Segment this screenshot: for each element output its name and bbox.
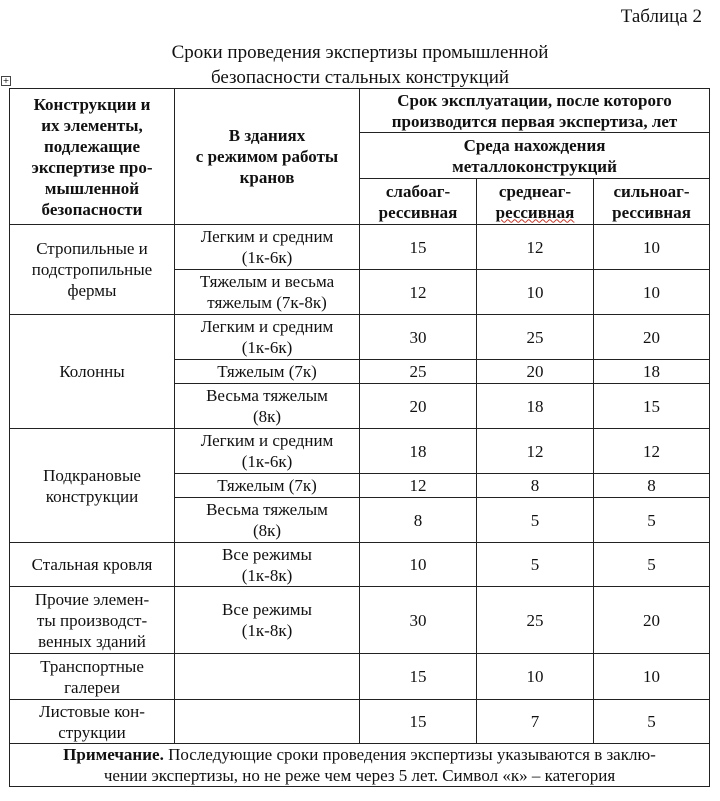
note-row: [10, 744, 710, 787]
header-construction-line: экспертизе про-: [31, 157, 153, 177]
env-line: рессивная: [612, 202, 691, 222]
table-row: [10, 543, 710, 587]
crane-mode-line: Легким и средним: [200, 317, 334, 336]
value-weak-cell: 8: [360, 498, 477, 543]
value-weak-cell: 15: [360, 654, 477, 700]
header-service-life: [360, 89, 710, 133]
table-row: [10, 700, 710, 744]
env-line: сильноаг-: [613, 181, 690, 201]
crane-mode-line: (1к-8к): [241, 621, 293, 640]
crane-mode-cell: [175, 498, 360, 543]
construction-element-line: струкции: [58, 722, 126, 742]
crane-mode-line: (1к-6к): [241, 452, 293, 471]
crane-mode-line: Легким и средним: [200, 431, 334, 450]
crane-mode-line: (1к-8к): [241, 565, 293, 585]
construction-element-line: венных зданий: [38, 631, 146, 651]
value-strong-cell: 12: [594, 429, 710, 474]
construction-element-cell: [10, 429, 175, 543]
value-weak-cell: 12: [360, 474, 477, 498]
value-strong-cell: 10: [594, 225, 710, 270]
value-weak-cell: 25: [360, 360, 477, 384]
crane-mode-line: Тяжелым (7к): [217, 362, 317, 381]
value-strong-cell: 10: [594, 654, 710, 700]
crane-mode-cell: [175, 587, 360, 654]
header-construction-line: Конструкции и: [33, 94, 151, 114]
header-construction-line: мышленной: [44, 178, 140, 198]
value-strong-cell: 20: [594, 587, 710, 654]
header-env-strong: [594, 179, 710, 225]
value-medium-cell: 20: [477, 360, 594, 384]
header-service-life-line: Срок эксплуатации, после которого: [397, 90, 672, 110]
crane-mode-cell: [175, 543, 360, 587]
env-line: рессивная: [378, 202, 458, 222]
construction-element-line: Листовые кон-: [39, 701, 145, 721]
value-weak-cell: 20: [360, 384, 477, 429]
value-weak-cell: 10: [360, 543, 477, 587]
header-crane-mode-line: с режимом работы: [195, 147, 339, 166]
header-construction-line: безопасности: [41, 199, 143, 219]
construction-element-cell: [10, 654, 175, 700]
value-medium-cell: 5: [477, 498, 594, 543]
crane-mode-cell: [175, 384, 360, 429]
note-line-1: [13, 744, 706, 765]
note-cell: [10, 744, 710, 787]
header-crane-mode-line: В зданиях: [228, 126, 306, 145]
table-row: [10, 654, 710, 700]
table-row: [10, 587, 710, 654]
value-weak-cell: 12: [360, 270, 477, 315]
caption-line-1: Сроки проведения экспертизы промышленной: [171, 42, 549, 63]
crane-mode-line: Тяжелым и весьма: [199, 272, 335, 291]
crane-mode-cell: [175, 315, 360, 360]
crane-mode-cell: [175, 654, 360, 700]
construction-element-cell: [10, 543, 175, 587]
crane-mode-cell: [175, 474, 360, 498]
value-medium-cell: 7: [477, 700, 594, 744]
env-line: слабоаг-: [385, 181, 451, 201]
crane-mode-cell: [175, 360, 360, 384]
table-row: [10, 225, 710, 270]
crane-mode-cell: [175, 429, 360, 474]
header-environment: [360, 133, 710, 179]
construction-element-line: Колонны: [59, 362, 125, 381]
construction-element-cell: [10, 315, 175, 429]
construction-element-line: Стальная кровля: [31, 555, 153, 574]
header-crane-mode-line: кранов: [239, 168, 295, 187]
header-env-medium: [477, 179, 594, 225]
construction-element-line: Прочие элемен-: [34, 589, 150, 609]
value-medium-cell: 18: [477, 384, 594, 429]
inspection-terms-table: [9, 88, 710, 787]
move-handle-icon[interactable]: +: [2, 76, 10, 85]
value-medium-cell: 25: [477, 587, 594, 654]
value-strong-cell: 5: [594, 498, 710, 543]
construction-element-line: Транспортные: [40, 656, 144, 676]
table-caption: [0, 40, 720, 90]
value-medium-cell: 12: [477, 429, 594, 474]
crane-mode-line: (8к): [252, 407, 282, 426]
construction-element-cell: [10, 225, 175, 315]
value-strong-cell: 20: [594, 315, 710, 360]
construction-element-line: фермы: [67, 281, 117, 300]
construction-element-line: Стропильные и: [36, 239, 148, 258]
note-lead: Примечание.: [63, 745, 164, 764]
crane-mode-line: Легким и средним: [200, 227, 334, 246]
construction-element-cell: [10, 587, 175, 654]
value-strong-cell: 15: [594, 384, 710, 429]
value-strong-cell: 5: [594, 543, 710, 587]
crane-mode-line: Весьма тяжелым: [206, 500, 328, 519]
construction-element-cell: [10, 700, 175, 744]
value-medium-cell: 12: [477, 225, 594, 270]
value-weak-cell: 18: [360, 429, 477, 474]
env-line: рессивная: [495, 202, 575, 222]
crane-mode-line: (8к): [252, 521, 282, 540]
value-strong-cell: 8: [594, 474, 710, 498]
caption-line-2: безопасности стальных конструкций: [210, 67, 510, 88]
value-strong-cell: 18: [594, 360, 710, 384]
header-environment-line: Среда нахождения: [463, 135, 606, 155]
crane-mode-line: Тяжелым (7к): [217, 476, 317, 495]
table-row: [10, 315, 710, 360]
value-strong-cell: 5: [594, 700, 710, 744]
crane-mode-line: Все режимы: [222, 544, 312, 564]
value-medium-cell: 8: [477, 474, 594, 498]
header-service-life-line: производится первая экспертиза, лет: [391, 111, 678, 131]
value-medium-cell: 10: [477, 270, 594, 315]
construction-element-line: галереи: [64, 677, 120, 697]
construction-element-line: конструкции: [45, 486, 139, 506]
value-medium-cell: 10: [477, 654, 594, 700]
construction-element-line: Подкрановые: [43, 465, 141, 485]
note-text: Последующие сроки проведения экспертизы указываются в заклю-: [163, 745, 656, 764]
table-row: [10, 429, 710, 474]
crane-mode-line: Весьма тяжелым: [206, 386, 328, 405]
table-number: Таблица 2: [620, 6, 702, 27]
value-weak-cell: 15: [360, 225, 477, 270]
value-medium-cell: 5: [477, 543, 594, 587]
header-construction-line: подлежащие: [43, 136, 140, 156]
crane-mode-line: Все режимы: [222, 600, 312, 619]
header-construction-line: их элементы,: [41, 115, 143, 135]
crane-mode-cell: [175, 225, 360, 270]
env-line: среднеаг-: [498, 181, 572, 201]
value-strong-cell: 10: [594, 270, 710, 315]
crane-mode-line: (1к-6к): [241, 248, 293, 267]
construction-element-line: ты производст-: [36, 610, 148, 630]
construction-element-line: подстропильные: [31, 260, 153, 279]
crane-mode-line: (1к-6к): [241, 338, 293, 357]
header-row: [10, 89, 710, 133]
header-crane-mode: [175, 89, 360, 225]
value-weak-cell: 30: [360, 315, 477, 360]
crane-mode-line: тяжелым (7к-8к): [207, 293, 327, 312]
value-weak-cell: 30: [360, 587, 477, 654]
crane-mode-cell: [175, 700, 360, 744]
header-construction-elements: [10, 89, 175, 225]
value-medium-cell: 25: [477, 315, 594, 360]
note-line-2: чении экспертизы, но не реже чем через 5 лет. Символ «к» – категория: [103, 766, 616, 785]
crane-mode-cell: [175, 270, 360, 315]
header-env-weak: [360, 179, 477, 225]
value-weak-cell: 15: [360, 700, 477, 744]
header-environment-line: металлоконструкций: [452, 156, 617, 176]
